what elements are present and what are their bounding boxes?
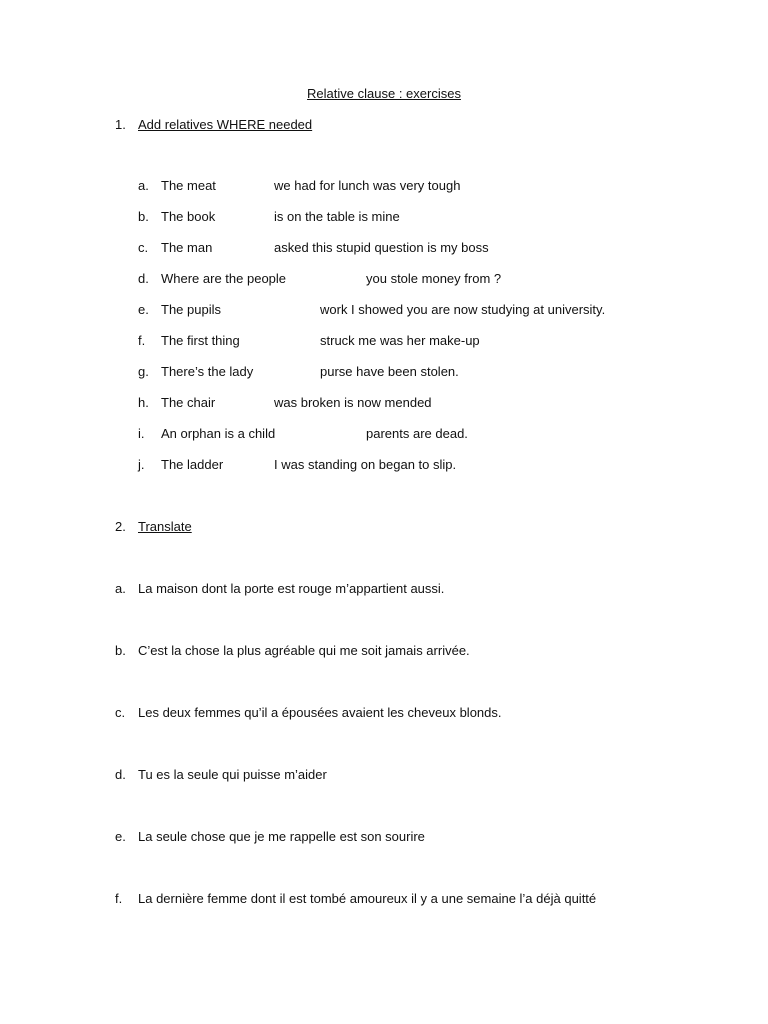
exercise-part1: Where are the people — [161, 271, 287, 286]
exercise-letter: b. — [138, 209, 149, 224]
translate-sentence: La maison dont la porte est rouge m’appartient aussi. — [138, 581, 445, 596]
translate-sentence: Tu es la seule qui puisse m’aider — [138, 767, 327, 782]
exercise-part2: is on the table is mine — [274, 209, 400, 224]
exercise-part1: The book — [161, 209, 216, 224]
exercise-part1: The chair — [161, 395, 216, 410]
exercise-letter: e. — [138, 302, 149, 317]
translate-sentence: Les deux femmes qu’il a épousées avaient les cheveux blonds. — [138, 705, 502, 720]
exercise-part1: There’s the lady — [161, 364, 254, 379]
section1-number: 1. — [115, 117, 126, 132]
exercise-part1: The man — [161, 240, 213, 255]
exercise-letter: g. — [138, 364, 149, 379]
exercise-part2: was broken is now mended — [274, 395, 432, 410]
exercise-letter: i. — [138, 426, 145, 441]
exercise-letter: a. — [138, 178, 149, 193]
page-title: Relative clause : exercises — [307, 86, 461, 101]
exercise-letter: f. — [138, 333, 146, 348]
translate-letter: c. — [115, 705, 126, 720]
exercise-part2: purse have been stolen. — [320, 364, 459, 379]
exercise-letter: c. — [138, 240, 149, 255]
translate-sentence: C’est la chose la plus agréable qui me soit jamais arrivée. — [138, 643, 470, 658]
section1-heading: Add relatives WHERE needed — [138, 117, 313, 132]
section2-heading: Translate — [138, 519, 192, 534]
translate-letter: d. — [115, 767, 126, 782]
section2-number: 2. — [115, 519, 126, 534]
exercise-letter: d. — [138, 271, 149, 286]
exercise-part2: asked this stupid question is my boss — [274, 240, 489, 255]
exercise-part2: we had for lunch was very tough — [274, 178, 461, 193]
translate-letter: e. — [115, 829, 126, 844]
exercise-part1: The first thing — [161, 333, 240, 348]
exercise-part2: you stole money from ? — [366, 271, 502, 286]
exercise-part2: I was standing on began to slip. — [274, 457, 457, 472]
exercise-part1: The pupils — [161, 302, 221, 317]
translate-sentence: La seule chose que je me rappelle est son sourire — [138, 829, 425, 844]
exercise-part1: An orphan is a child — [161, 426, 276, 441]
exercise-letter: j. — [138, 457, 145, 472]
exercise-part1: The meat — [161, 178, 216, 193]
exercise-part1: The ladder — [161, 457, 224, 472]
exercise-part2: parents are dead. — [366, 426, 468, 441]
exercise-part2: work I showed you are now studying at university. — [320, 302, 606, 317]
translate-letter: b. — [115, 643, 126, 658]
translate-letter: f. — [115, 891, 123, 906]
exercise-letter: h. — [138, 395, 149, 410]
translate-letter: a. — [115, 581, 126, 596]
translate-sentence: La dernière femme dont il est tombé amoureux il y a une semaine l’a déjà quitté — [138, 891, 597, 906]
exercise-part2: struck me was her make-up — [320, 333, 480, 348]
